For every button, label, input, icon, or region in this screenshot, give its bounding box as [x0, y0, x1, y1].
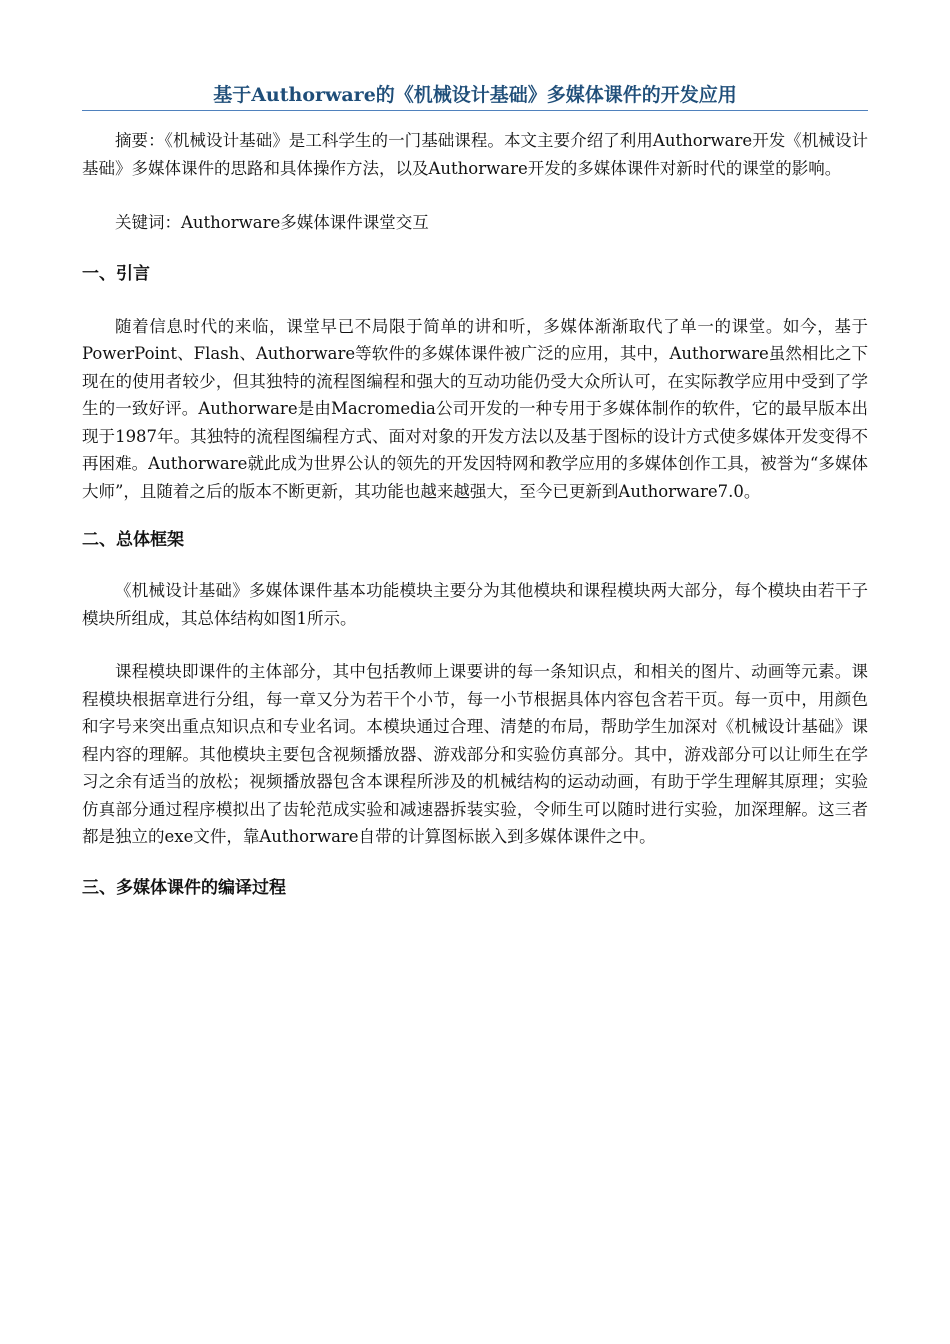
section-heading-introduction: 一、引言: [82, 263, 150, 284]
introduction-paragraph: 随着信息时代的来临，课堂早已不局限于简单的讲和听，多媒体渐渐取代了单一的课堂。如今，基于PowerPoint、Flash、Authorware等软件的多媒体课件被广泛的应用，其中，Authorware虽然相比之下现在的使用者较少，但其独特的流程图编程和强大的互动功能仍受大众所认可，在实际教学应用中受到了学生的一致好评。Authorware是由Macromedia公司开发的一种专用于多媒体制作的软件，它的最早版本出现于1987年。其独特的流程图编程方式、面对对象的开发方法以及基于图标的设计方式使多媒体开发变得不再困难。Authorware就此成为世界公认的领先的开发因特网和教学应用的多媒体创作工具，被誉为“多媒体大师”，且随着之后的版本不断更新，其功能也越来越强大，至今已更新到Authorware7.0。: [82, 316, 868, 501]
framework-paragraph-1: 《机械设计基础》多媒体课件基本功能模块主要分为其他模块和课程模块两大部分，每个模块由若干子模块所组成，其总体结构如图1所示。: [82, 581, 868, 628]
document-page: [82, 80, 868, 901]
keywords-line: 关键词：Authorware多媒体课件课堂交互: [115, 213, 429, 232]
abstract-paragraph: 摘要：《机械设计基础》是工科学生的一门基础课程。本文主要介绍了利用Authorware开发《机械设计基础》多媒体课件的思路和具体操作方法，以及Authorware开发的多媒体课件对新时代的课堂的影响。: [82, 131, 868, 178]
section-heading-compilation: 三、多媒体课件的编译过程: [82, 877, 286, 898]
section-heading-framework: 二、总体框架: [82, 530, 184, 550]
document-title: 基于Authorware的《机械设计基础》多媒体课件的开发应用: [82, 80, 868, 111]
framework-paragraph-2: 课程模块即课件的主体部分，其中包括教师上课要讲的每一条知识点，和相关的图片、动画等元素。课程模块根据章进行分组，每一章又分为若干个小节，每一小节根据具体内容包含若干页。每一页中，用颜色和字号来突出重点知识点和专业名词。本模块通过合理、清楚的布局，帮助学生加深对《机械设计基础》课程内容的理解。其他模块主要包含视频播放器、游戏部分和实验仿真部分。其中，游戏部分可以让师生在学习之余有适当的放松；视频播放器包含本课程所涉及的机械结构的运动动画，有助于学生理解其原理；实验仿真部分通过程序模拟出了齿轮范成实验和减速器拆装实验，令师生可以随时进行实验，加深理解。这三者都是独立的exe文件，靠Authorware自带的计算图标嵌入到多媒体课件之中。: [82, 662, 868, 846]
